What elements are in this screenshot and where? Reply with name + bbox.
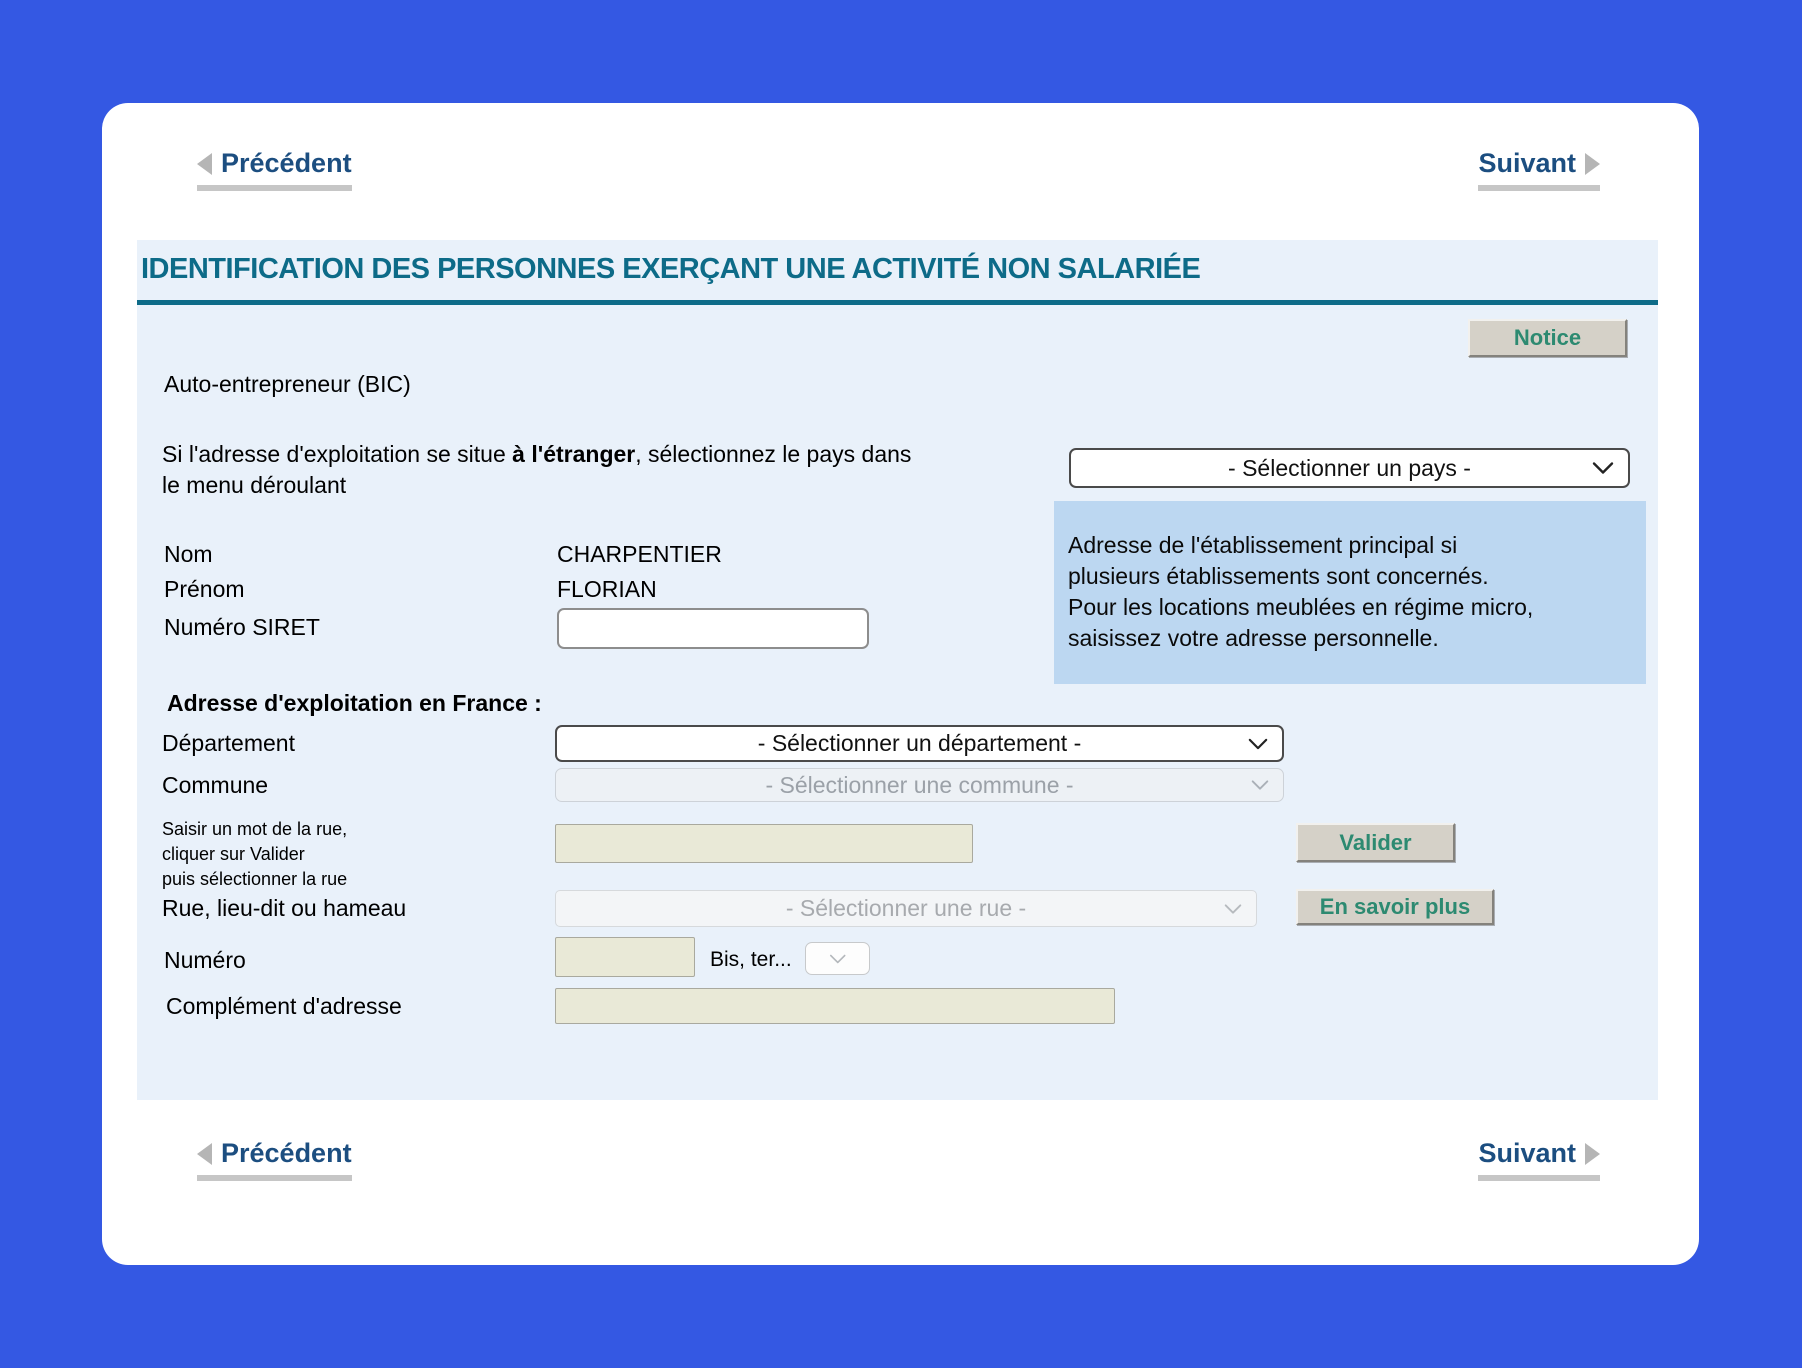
info-line-1: Adresse de l'établissement principal si: [1068, 532, 1458, 558]
previous-link-label: Précédent: [221, 148, 352, 178]
complement-label: Complément d'adresse: [166, 993, 402, 1019]
more-info-button[interactable]: En savoir plus: [1296, 889, 1494, 925]
top-nav: [197, 148, 1600, 191]
chevron-down-icon: [1224, 903, 1242, 914]
next-link[interactable]: [1478, 148, 1600, 191]
bis-select: [805, 942, 870, 975]
address-heading: Adresse d'exploitation en France :: [167, 690, 542, 716]
form-card: [102, 103, 1699, 1265]
previous-link-bottom[interactable]: [197, 1138, 352, 1181]
street-hint-line3: puis sélectionner la rue: [162, 869, 348, 889]
info-line-2: plusieurs établissements sont concernés.: [1068, 563, 1489, 589]
siret-input[interactable]: [557, 608, 869, 649]
chevron-down-icon: [1592, 462, 1614, 475]
next-arrow-icon: [1585, 1143, 1600, 1165]
info-line-4: saisissez votre adresse personnelle.: [1068, 625, 1439, 651]
next-link-label: Suivant: [1478, 148, 1576, 178]
commune-select: [555, 768, 1284, 802]
street-search-hint: [162, 817, 347, 892]
bottom-nav: [197, 1138, 1600, 1181]
number-label: Numéro: [164, 947, 246, 973]
first-name-value: FLORIAN: [557, 576, 657, 602]
page-title: IDENTIFICATION DES PERSONNES EXERÇANT UNE ACTIVITÉ NON SALARIÉE: [141, 253, 1201, 285]
street-label: Rue, lieu-dit ou hameau: [162, 895, 407, 921]
identification-section: [137, 240, 1658, 1100]
commune-label: Commune: [162, 772, 269, 798]
foreign-hint-after: , sélectionnez le pays dans: [635, 441, 912, 467]
siret-label: Numéro SIRET: [164, 614, 320, 640]
department-label: Département: [162, 730, 295, 756]
next-arrow-icon: [1585, 153, 1600, 175]
street-search-input: [555, 824, 973, 863]
commune-select-value: - Sélectionner une commune -: [765, 771, 1074, 798]
department-select-value: - Sélectionner un département -: [757, 730, 1082, 756]
foreign-hint-bold: à l'étranger: [512, 441, 636, 467]
chevron-down-icon: [1251, 780, 1269, 791]
country-select[interactable]: [1069, 448, 1630, 488]
previous-arrow-icon: [197, 1143, 212, 1165]
main-establishment-info-box: [1054, 501, 1646, 684]
bis-label: Bis, ter...: [710, 948, 792, 971]
foreign-hint-line2: le menu déroulant: [162, 472, 347, 498]
last-name-value: CHARPENTIER: [557, 541, 722, 567]
street-select: [555, 890, 1257, 927]
complement-input: [555, 988, 1115, 1024]
street-select-value: - Sélectionner une rue -: [785, 895, 1027, 921]
number-input: [555, 937, 695, 977]
notice-button[interactable]: Notice: [1468, 319, 1627, 357]
chevron-down-icon: [1248, 738, 1268, 750]
last-name-label: Nom: [164, 541, 213, 567]
first-name-label: Prénom: [164, 576, 245, 602]
info-line-3: Pour les locations meublées en régime micro,: [1068, 594, 1534, 620]
title-divider: [137, 300, 1658, 305]
next-link-bottom[interactable]: [1478, 1138, 1600, 1181]
previous-arrow-icon: [197, 153, 212, 175]
previous-link-label: Précédent: [221, 1138, 352, 1168]
foreign-address-hint: [162, 439, 911, 501]
street-hint-line2: cliquer sur Valider: [162, 844, 305, 864]
foreign-hint-before: Si l'adresse d'exploitation se situe: [162, 441, 513, 467]
country-select-value: - Sélectionner un pays -: [1228, 454, 1471, 481]
street-hint-line1: Saisir un mot de la rue,: [162, 819, 348, 839]
previous-link[interactable]: [197, 148, 352, 191]
regime-label: Auto-entrepreneur (BIC): [164, 371, 411, 397]
chevron-down-icon: [829, 954, 847, 964]
department-select[interactable]: [555, 725, 1284, 762]
next-link-label: Suivant: [1478, 1138, 1576, 1168]
validate-button[interactable]: Valider: [1296, 823, 1455, 862]
